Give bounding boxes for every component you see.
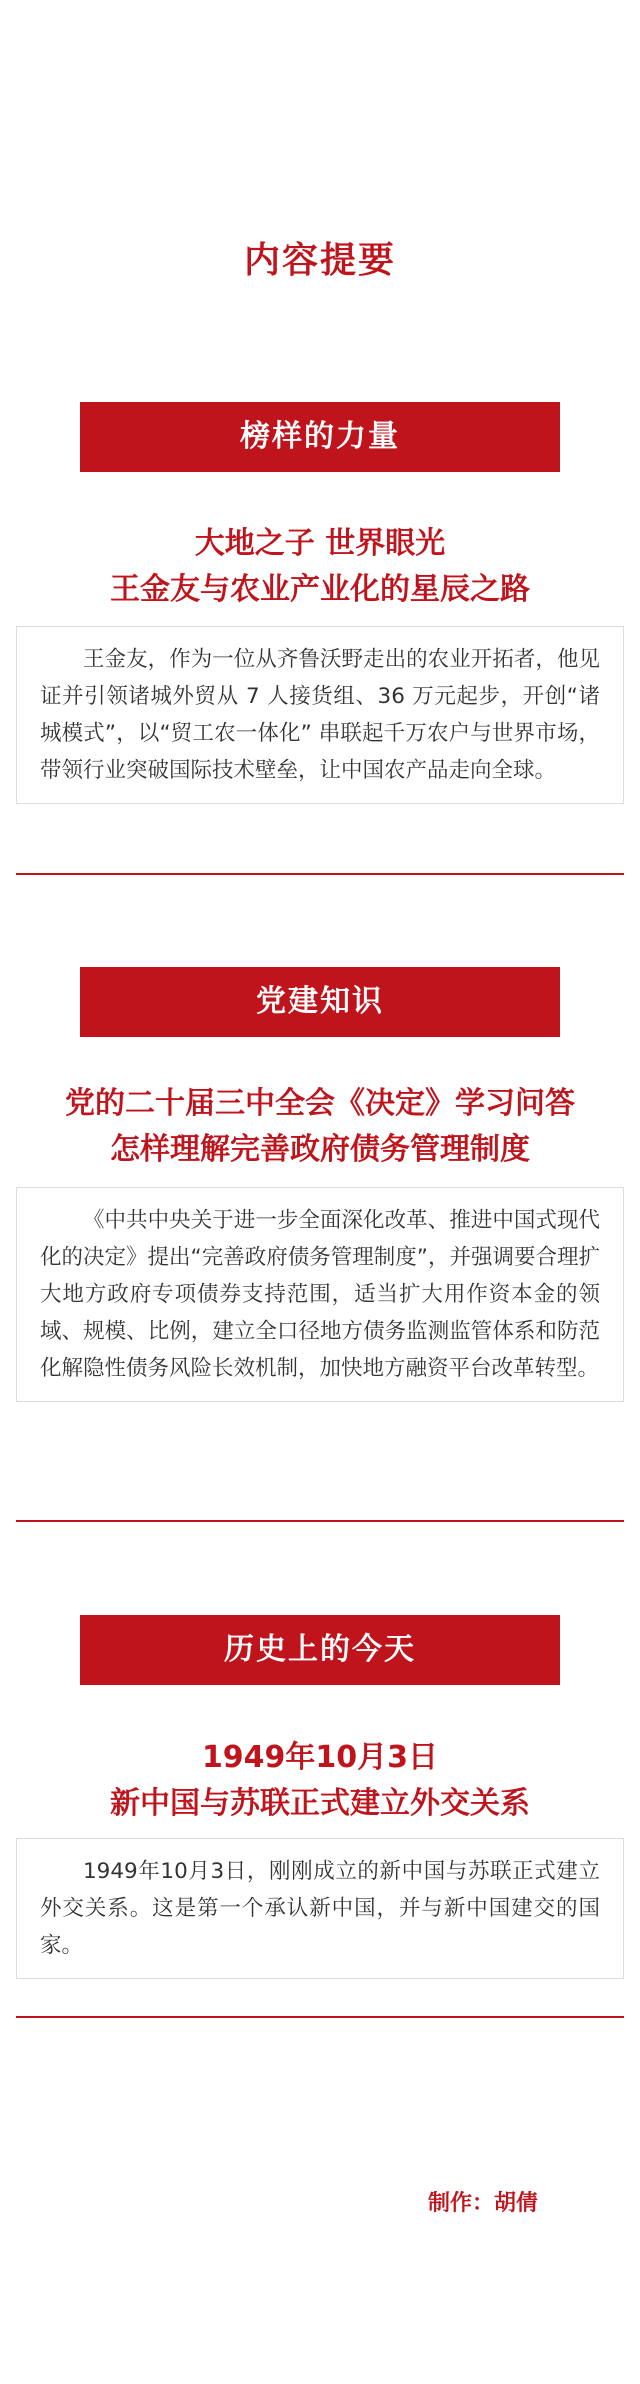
heading-line-2: 王金友与农业产业化的星辰之路 [110,572,530,607]
section-heading-role-model [0,521,640,613]
section-card-role-model: 王金友，作为一位从齐鲁沃野走出的农业开拓者，他见证并引领诸城外贸从 7 人接货组、36 万元起步，开创“诸城模式”，以“贸工农一体化” 串联起千万农户与世界市场，带领行业突破国际技术壁垒，让中国农产品走向全球。 [16,626,624,804]
section-card-party-knowledge: 《中共中央关于进一步全面深化改革、推进中国式现代化的决定》提出“完善政府债务管理制度”，并强调要合理扩大地方政府专项债券支持范围，适当扩大用作资本金的领域、规模、比例，建立全口径地方债务监测监管体系和防范化解隐性债务风险长效机制，加快地方融资平台改革转型。 [16,1187,624,1402]
section-heading-party-knowledge [0,1081,640,1173]
section-card-history-today: 1949年10月3日，刚刚成立的新中国与苏联正式建立外交关系。这是第一个承认新中国，并与新中国建交的国家。 [16,1838,624,1979]
section-divider [16,873,624,875]
heading-line-2: 新中国与苏联正式建立外交关系 [110,1786,530,1821]
heading-line-1: 大地之子 世界眼光 [194,526,446,561]
heading-line-1: 党的二十届三中全会《决定》学习问答 [65,1086,575,1121]
heading-line-2: 怎样理解完善政府债务管理制度 [110,1132,530,1167]
section-banner-role-model: 榜样的力量 [80,402,560,472]
heading-line-1: 1949年10月3日 [201,1740,439,1775]
section-heading-history-today [0,1735,640,1827]
section-divider [16,2016,624,2018]
section-banner-party-knowledge: 党建知识 [80,967,560,1037]
section-banner-history-today: 历史上的今天 [80,1615,560,1685]
author-credit: 制作：胡倩 [428,2191,539,2216]
section-divider [16,1520,624,1522]
page-title: 内容提要 [243,240,396,281]
